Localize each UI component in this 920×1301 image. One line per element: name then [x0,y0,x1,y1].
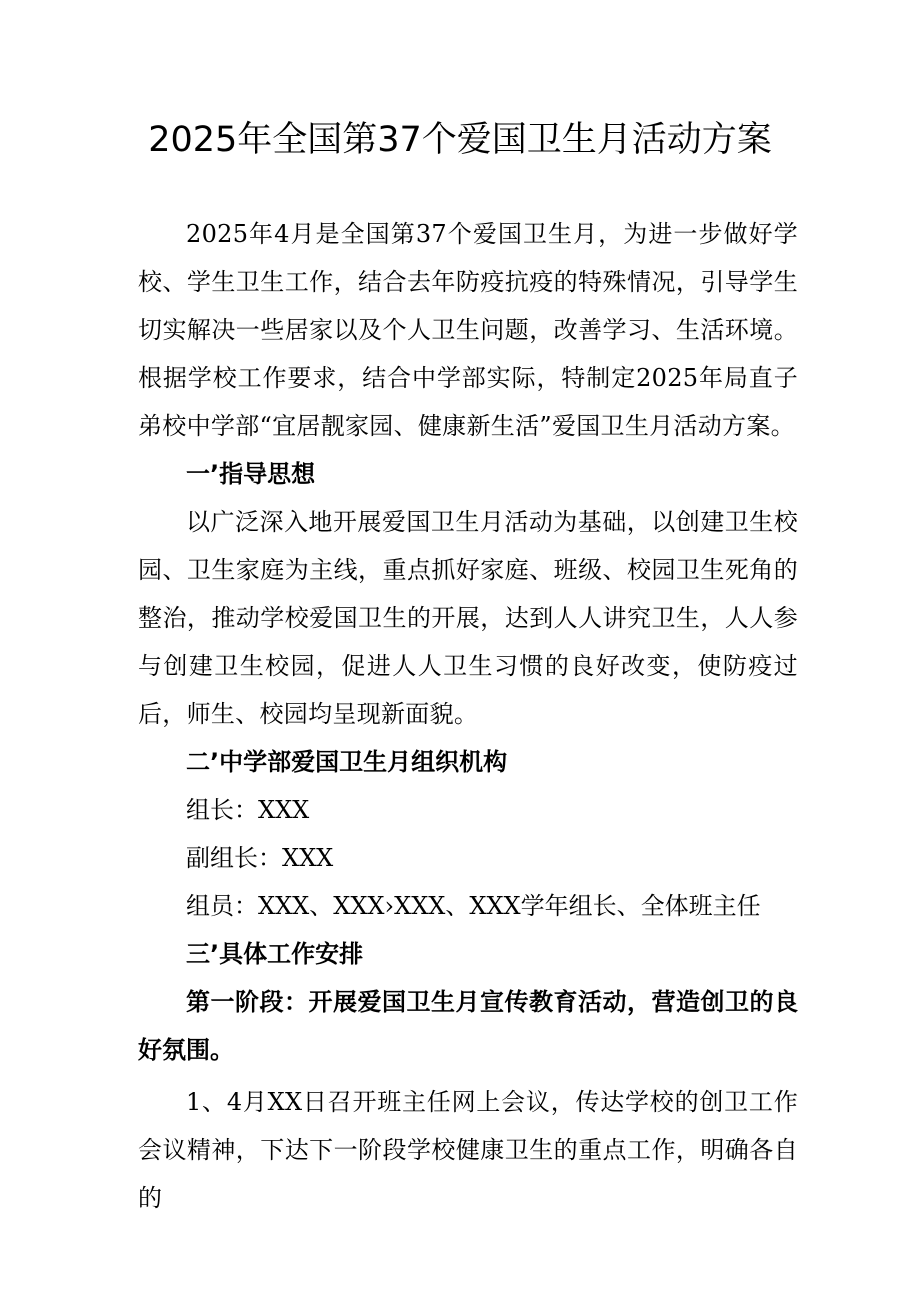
section-1-paragraph: 以广泛深入地开展爱国卫生月活动为基础，以创建卫生校园、卫生家庭为主线，重点抓好家庭、班级、校园卫生死角的整治，推动学校爱国卫生的开展，达到人人讲究卫生，人人参与创建卫生校园，促进人人卫生习惯的良好改变，使防疫过后，师生、校园均呈现新面貌。 [138,508,798,728]
deputy-leader-line: 副组长：XXX [186,844,334,872]
item-1-paragraph: 1、4月XX日召开班主任网上会议，传达学校的创卫工作会议精神，下达下一阶段学校健康卫生的重点工作，明确各自的 [138,1088,798,1212]
section-2-heading: 二’中学部爱国卫生月组织机构 [186,748,508,776]
members-line: 组员：XXX、XXX›XXX、XXX学年组长、全体班主任 [186,892,761,920]
document-body [138,210,798,1222]
intro-paragraph: 2025年4月是全国第37个爱国卫生月，为进一步做好学校、学生卫生工作，结合去年防疫抗疫的特殊情况，引导学生切实解决一些居家以及个人卫生问题，改善学习、生活环境。根据学校工作要求，结合中学部实际，特制定2025年局直子弟校中学部“宜居靓家园、健康新生活”爱国卫生月活动方案。 [138,220,798,440]
section-3-heading: 三’具体工作安排 [186,940,364,968]
document-title: 2025年全国第37个爱国卫生月活动方案 [148,120,772,160]
leader-line: 组长：XXX [186,796,310,824]
stage-1-heading: 第一阶段：开展爱国卫生月宣传教育活动，营造创卫的良好氛围。 [138,988,798,1064]
section-1-heading: 一’指导思想 [186,460,316,488]
